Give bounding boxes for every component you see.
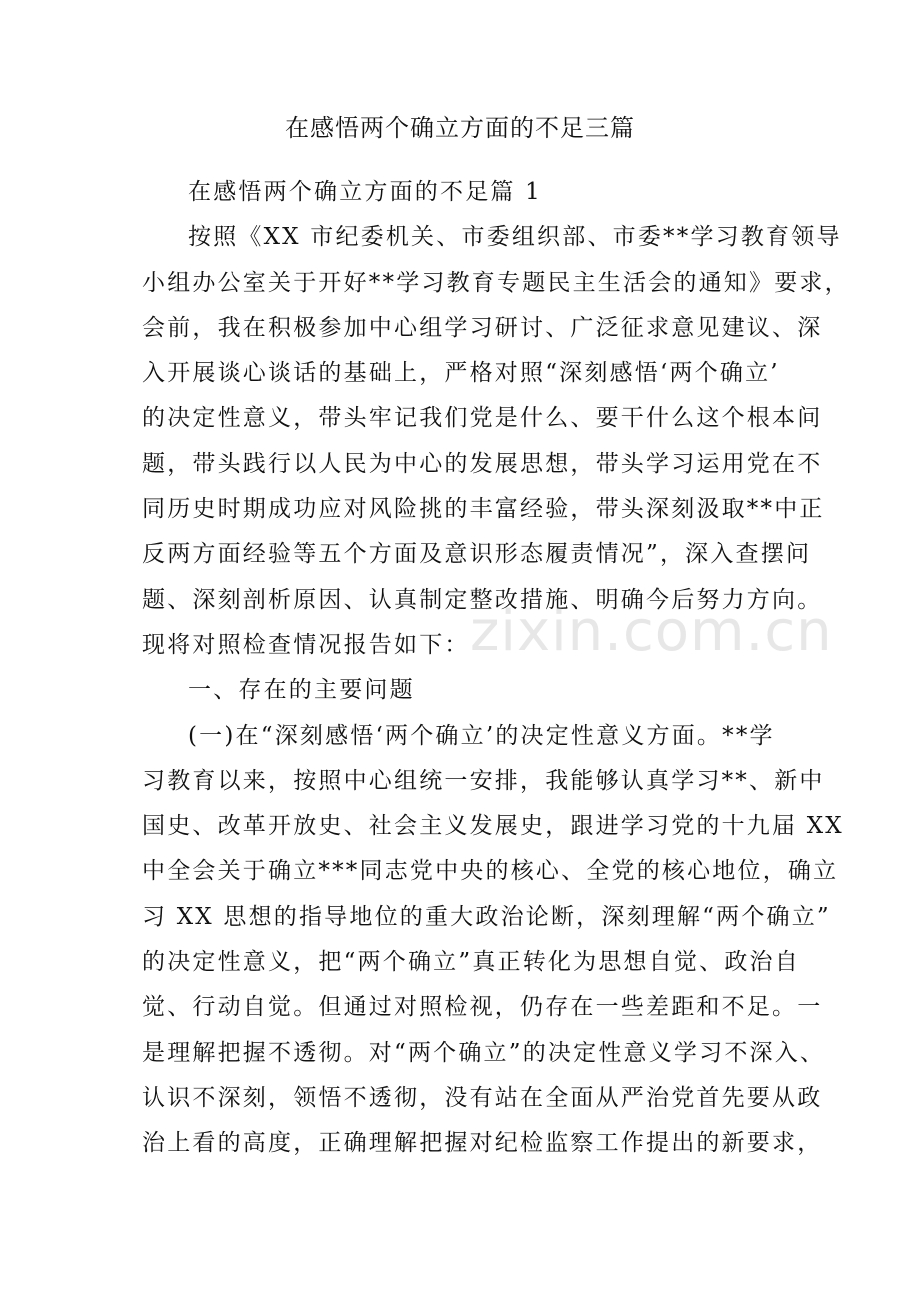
paragraph-line: 习教育以来，按照中心组统一安排，我能够认真学习**、新中 xyxy=(142,767,825,794)
paragraph-line: 入开展谈心谈话的基础上，严格对照“深刻感悟‘两个确立’ xyxy=(142,360,780,387)
paragraph-line: 小组办公室关于开好**学习教育专题民主生活会的通知》要求， xyxy=(142,269,850,296)
subheading: 一、存在的主要问题 xyxy=(188,677,415,704)
paragraph-line: 治上看的高度，正确理解把握对纪检监察工作提出的新要求， xyxy=(142,1130,823,1157)
paragraph-line: 觉、行动自觉。但通过对照检视，仍存在一些差距和不足。一 xyxy=(142,994,823,1021)
paragraph-line: 反两方面经验等五个方面及意识形态履责情况”，深入查摆问 xyxy=(142,541,812,568)
paragraph-line: 题，带头践行以人民为中心的发展思想，带头学习运用党在不 xyxy=(142,450,823,477)
watermark: zixin.com.cn xyxy=(470,599,833,664)
section-heading: 在感悟两个确立方面的不足篇 1 xyxy=(188,179,542,205)
paragraph-line: (一)在“深刻感悟‘两个确立’的决定性意义方面。**学 xyxy=(188,722,775,749)
paragraph-line: 是理解把握不透彻。对“两个确立”的决定性意义学习不深入、 xyxy=(142,1039,826,1066)
document-body xyxy=(142,170,850,1167)
paragraph-line: 题、深刻剖析原因、认真制定整改措施、明确今后努力方向。 xyxy=(142,586,823,613)
paragraph-line: 的决定性意义，带头牢记我们党是什么、要干什么这个根本问 xyxy=(142,405,823,432)
paragraph-line: 认识不深刻，领悟不透彻，没有站在全面从严治党首先要从政 xyxy=(142,1084,823,1111)
paragraph-line: 会前，我在积极参加中心组学习研讨、广泛征求意见建议、深 xyxy=(142,314,823,341)
paragraph-line: 国史、改革开放史、社会主义发展史，跟进学习党的十九届 XX xyxy=(142,813,844,840)
paragraph-line: 习 XX 思想的指导地位的重大政治论断，深刻理解“两个确立” xyxy=(142,903,831,930)
paragraph-line: 按照《XX 市纪委机关、市委组织部、市委**学习教育领导 xyxy=(188,224,842,251)
paragraph-line: 中全会关于确立***同志党中央的核心、全党的核心地位，确立 xyxy=(142,858,839,885)
document-title: 在感悟两个确立方面的不足三篇 xyxy=(285,114,635,142)
paragraph-line: 同历史时期成功应对风险挑的丰富经验，带头深刻汲取**中正 xyxy=(142,496,825,523)
paragraph-line: 现将对照检查情况报告如下： xyxy=(142,631,470,658)
paragraph-line: 的决定性意义，把“两个确立”真正转化为思想自觉、政治自 xyxy=(142,949,800,976)
